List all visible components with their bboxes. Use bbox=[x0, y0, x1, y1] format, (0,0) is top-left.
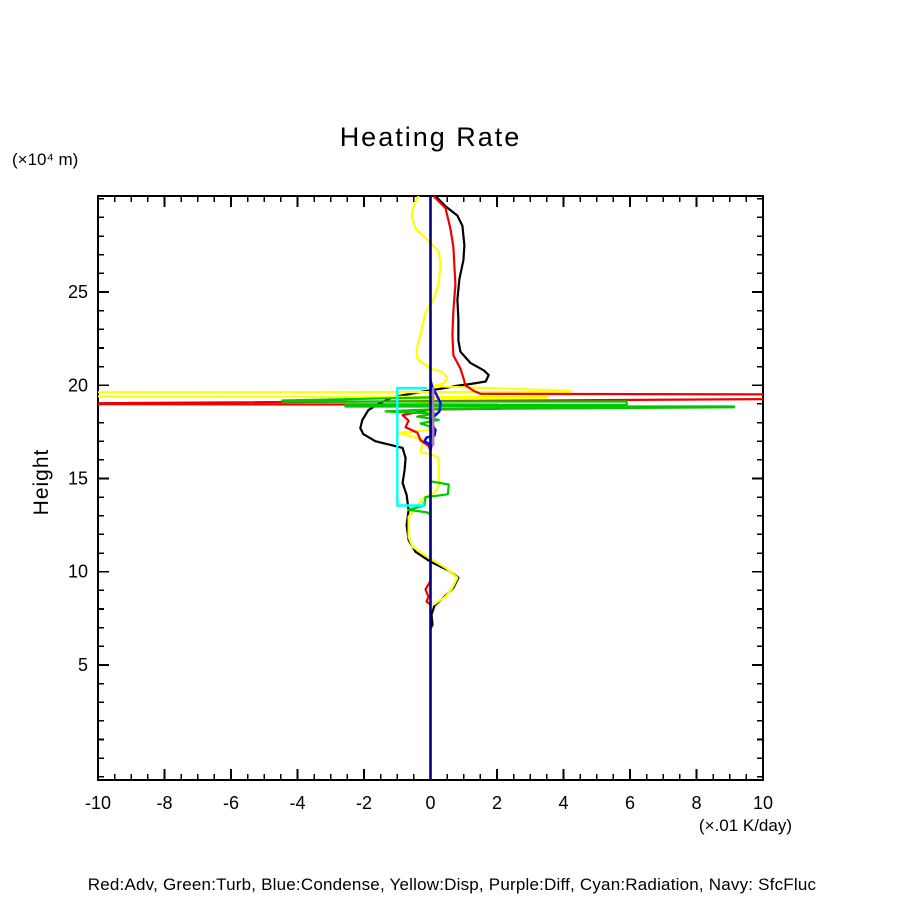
y-tick-label: 20 bbox=[67, 375, 88, 396]
series-group bbox=[95, 196, 767, 780]
x-tick-label: -10 bbox=[84, 793, 112, 813]
x-tick-label: 6 bbox=[624, 793, 636, 813]
x-tick-label: 4 bbox=[558, 793, 569, 813]
chart-title: Heating Rate bbox=[339, 122, 522, 152]
legend-caption: Red:Adv, Green:Turb, Blue:Condense, Yellow:Disp, Purple:Diff, Cyan:Radiation, Navy: SfcFluc bbox=[87, 875, 817, 894]
x-tick-label: 2 bbox=[491, 793, 503, 813]
y-tick-labels bbox=[68, 282, 88, 675]
x-tick-label: 8 bbox=[691, 793, 702, 813]
x-tick-label: 10 bbox=[752, 793, 774, 813]
x-tick-label: -4 bbox=[289, 793, 306, 813]
y-axis-title: Height bbox=[30, 448, 53, 516]
y-tick-label: 5 bbox=[77, 654, 88, 675]
x-tick-labels bbox=[85, 793, 773, 813]
x-tick-label: -2 bbox=[355, 793, 373, 813]
series-turb bbox=[282, 397, 734, 515]
y-tick-label: 15 bbox=[67, 468, 88, 489]
y-axis-unit-label: (×10⁴ m) bbox=[12, 150, 79, 169]
x-tick-label: 0 bbox=[425, 793, 436, 813]
x-tick-label: -8 bbox=[156, 793, 173, 813]
y-tick-label: 25 bbox=[67, 282, 88, 303]
x-tick-label: -6 bbox=[222, 793, 240, 813]
y-tick-label: 10 bbox=[67, 561, 88, 582]
x-axis-unit-label: (×.01 K/day) bbox=[698, 816, 792, 835]
